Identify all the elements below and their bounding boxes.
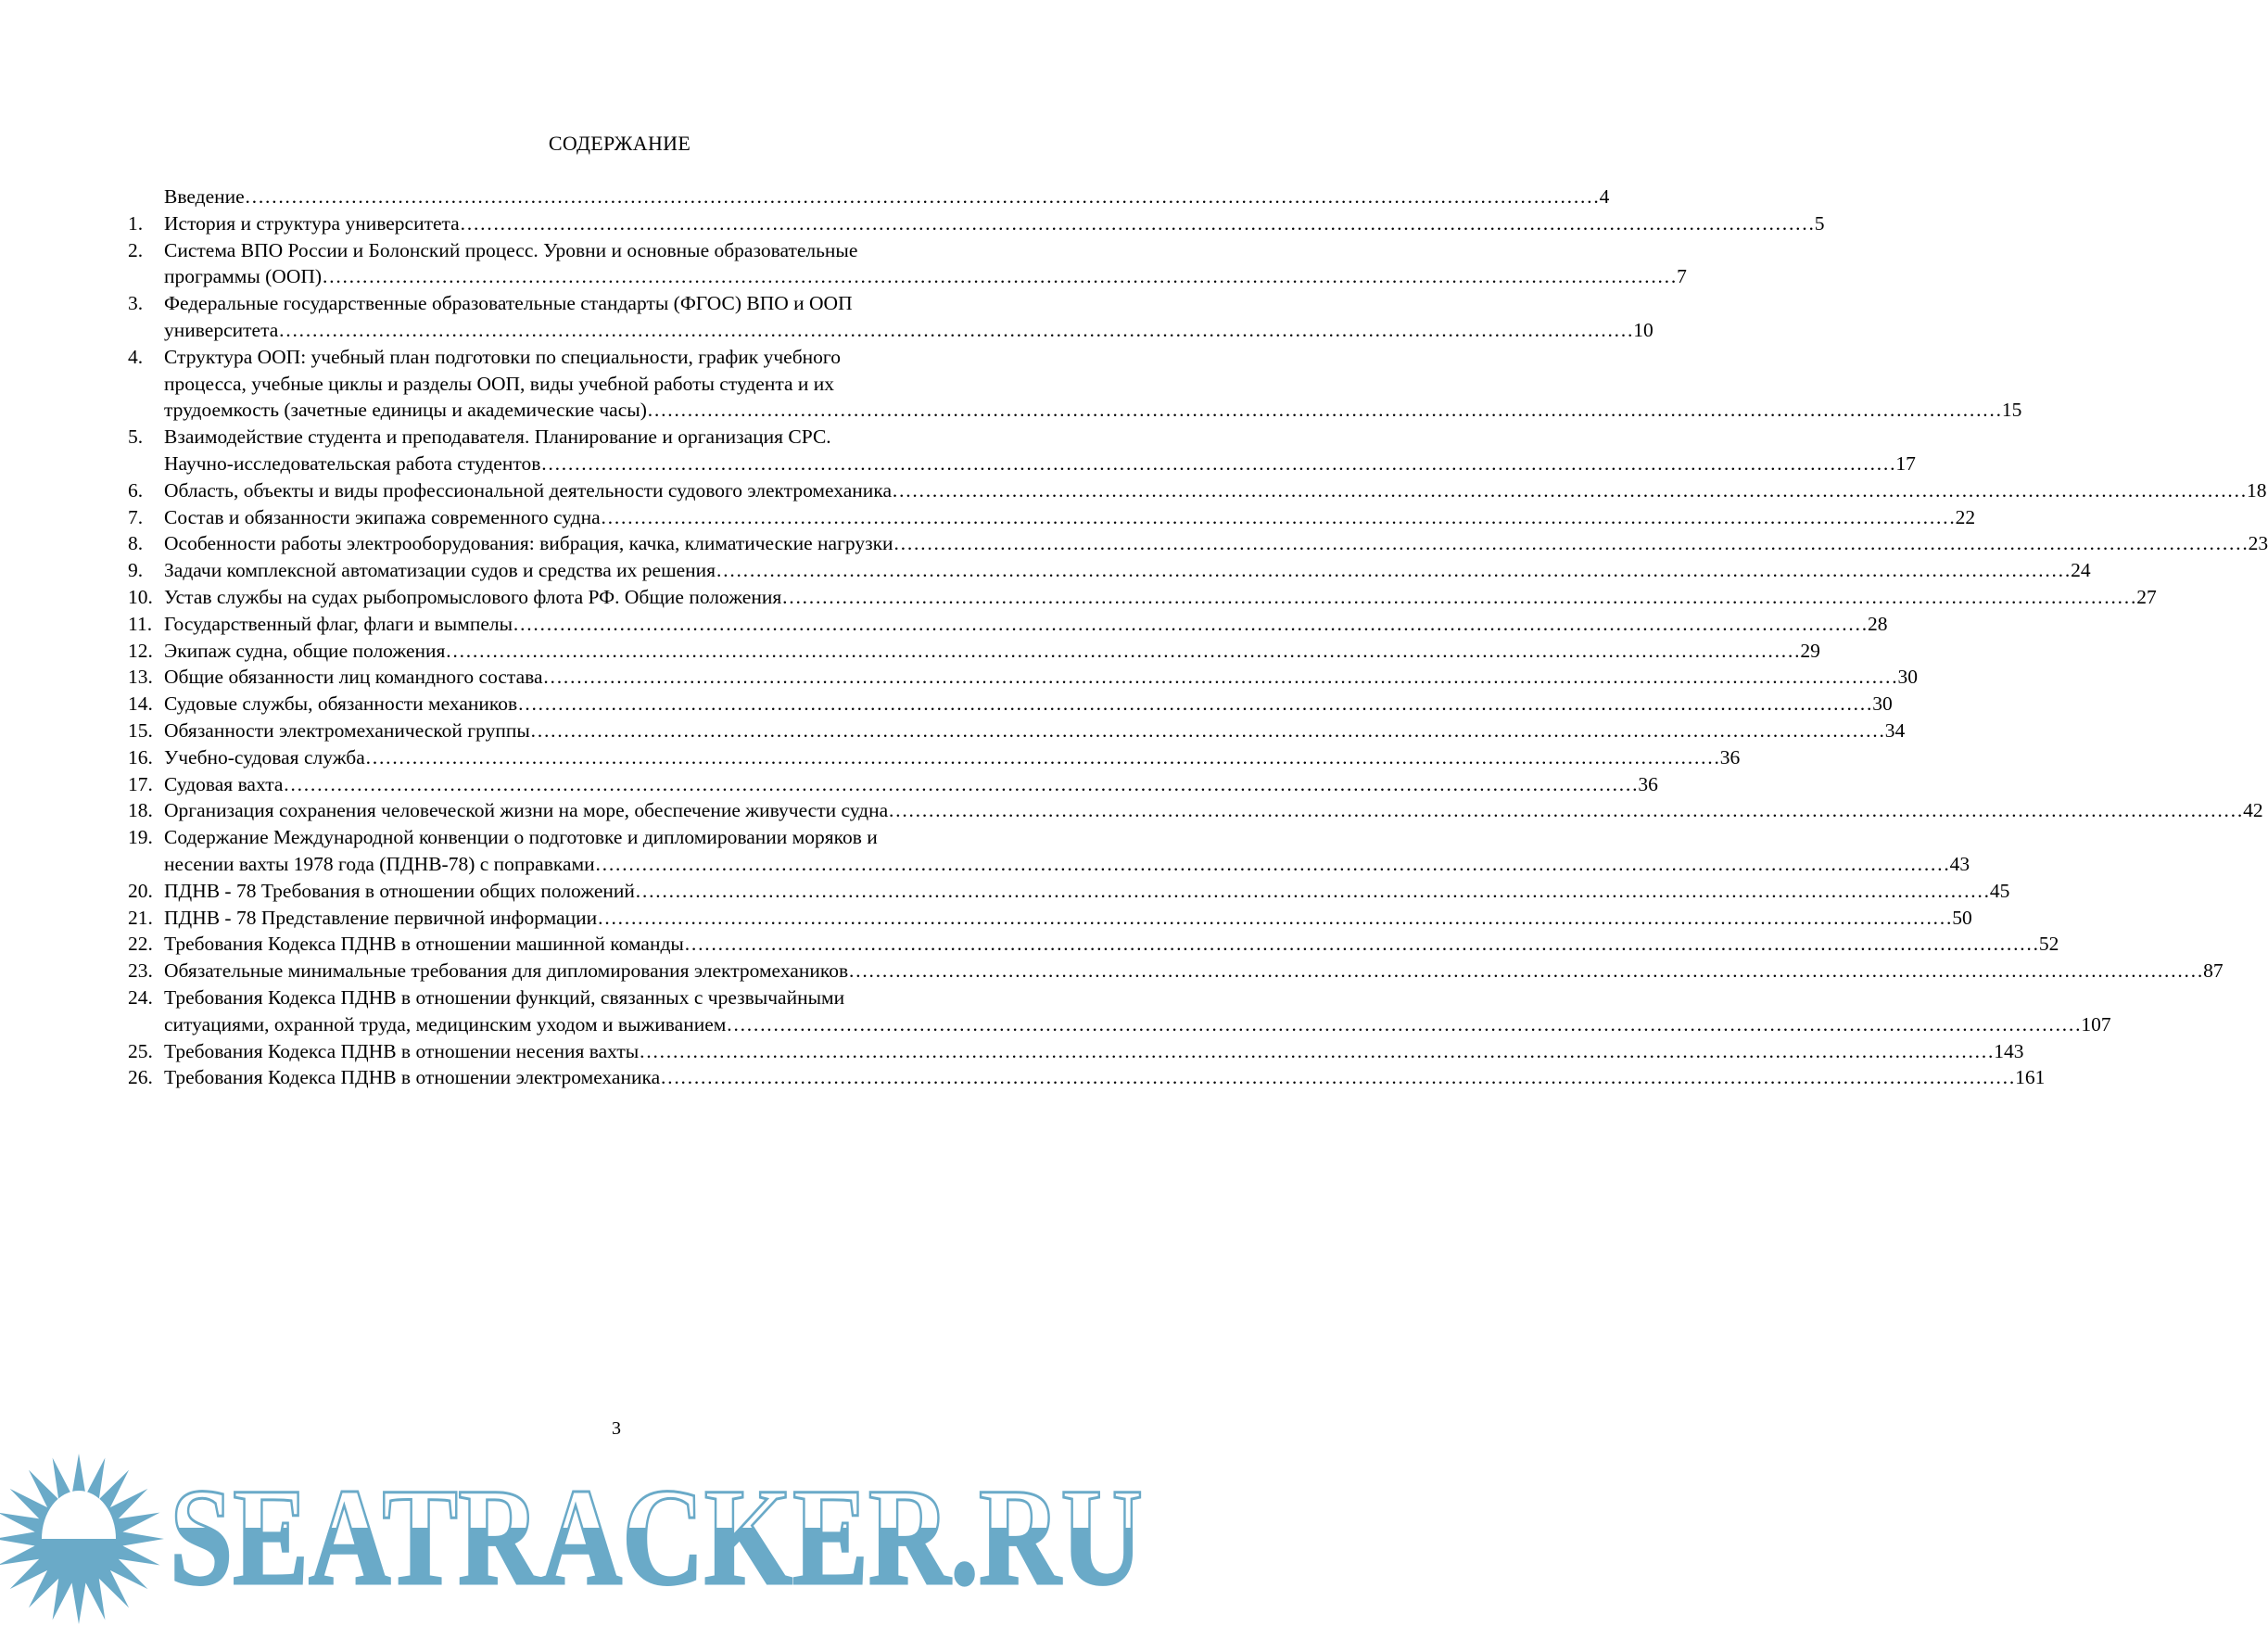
toc-entry[interactable] (128, 931, 2059, 958)
toc-entry-title: История и структура университета (164, 211, 460, 235)
dot-leader (893, 530, 2249, 557)
dot-leader (647, 397, 2002, 424)
toc-entry-page: 30 (1897, 666, 1919, 689)
toc-entry-number: 11. (128, 612, 153, 635)
toc-entry-number: 17. (128, 772, 153, 795)
toc-entry-title: Особенности работы электрооборудования: вибрация, качка, климатические нагрузки (164, 532, 893, 555)
dot-leader (278, 317, 1633, 344)
toc-entry-title: ПДНВ - 78 Представление первичной информации (164, 906, 598, 929)
toc-entry-title: Организация сохранения человеческой жизни на море, обеспечение живучести судна (164, 799, 889, 822)
toc-entry-title: Научно-исследовательская работа студентов (164, 451, 541, 475)
toc-entry-title: университета (164, 318, 279, 341)
toc-entry[interactable] (128, 905, 1972, 932)
toc-entry-page: 36 (1719, 745, 1741, 769)
dot-leader (892, 477, 2247, 504)
seatracker-watermark-logo (0, 1451, 1148, 1626)
toc-entry-page: 24 (2071, 559, 2091, 582)
dot-leader (245, 184, 1600, 210)
toc-entry-page: 27 (2136, 585, 2157, 608)
toc-entry-title: Государственный флаг, флаги и вымпелы (164, 612, 513, 635)
toc-entry-title: Общие обязанности лиц командного состава (164, 666, 543, 689)
toc-entry-number: 5. (128, 426, 144, 449)
dot-leader (540, 451, 1895, 477)
toc-entry-title: Требования Кодекса ПДНВ в отношении несения вахты (164, 1039, 640, 1062)
toc-entry-number: 12. (128, 639, 153, 662)
toc-entry[interactable] (128, 1064, 2046, 1091)
toc-entry-page: 107 (2081, 1012, 2111, 1035)
toc-entry-title: Состав и обязанности экипажа современного судна (164, 505, 601, 528)
toc-entry-number: 7. (128, 505, 144, 528)
dot-leader (322, 263, 1677, 290)
toc-entry-page: 161 (2015, 1066, 2046, 1089)
toc-entry-title: Экипаж судна, общие положения (164, 639, 446, 662)
toc-entry-page: 28 (1868, 612, 1888, 635)
sun-icon (0, 1454, 164, 1624)
toc-entry-page: 52 (2038, 933, 2059, 956)
dot-leader (597, 905, 1952, 932)
toc-entry-page: 4 (1599, 185, 1610, 208)
toc-entry[interactable] (128, 210, 1825, 237)
dot-leader (530, 718, 1885, 744)
toc-entry-page: 15 (2001, 399, 2022, 422)
toc-entry[interactable] (128, 477, 2267, 504)
toc-entry-title: ПДНВ - 78 Требования в отношении общих положений (164, 879, 635, 902)
dot-leader (460, 210, 1815, 237)
toc-entry-page: 10 (1633, 318, 1653, 341)
toc-entry-page: 34 (1884, 718, 1906, 742)
toc-entry-title: трудоемкость (зачетные единицы и академические часы) (164, 399, 647, 422)
dot-leader (635, 878, 1990, 905)
toc-entry[interactable] (128, 344, 2022, 424)
dot-leader (543, 664, 1898, 691)
dot-leader (781, 584, 2136, 611)
toc-entry-number: 4. (128, 345, 144, 368)
toc-entry-number (128, 184, 164, 210)
dot-leader (517, 691, 1872, 718)
toc-entry-page: 22 (1955, 505, 1976, 528)
toc-entry-title: Учебно-судовая служба (164, 745, 365, 769)
toc-entry-page: 23 (2248, 532, 2268, 555)
toc-entry-number: 2. (128, 238, 144, 261)
dot-leader (601, 504, 1956, 531)
toc-entry[interactable] (128, 797, 2263, 824)
toc-title: СОДЕРЖАНИЕ (548, 132, 691, 155)
toc-entry-title: Задачи комплексной автоматизации судов и средства их решения (164, 559, 716, 582)
toc-entry[interactable] (128, 691, 1893, 718)
toc-entry-title: Устав службы на судах рыбопромыслового флота РФ. Общие положения (164, 585, 782, 608)
toc-entry[interactable] (128, 557, 2091, 584)
toc-entry[interactable] (128, 504, 1976, 531)
toc-entry-number: 10. (128, 585, 153, 608)
toc-entry-page: 43 (1949, 852, 1970, 875)
toc-entry-number: 23. (128, 959, 153, 983)
toc-entry-title: Система ВПО России и Болонский процесс. Уровни и основные образовательные (164, 238, 858, 261)
toc-entry-number: 3. (128, 292, 144, 315)
watermark-text: SEATRACKER.RU (170, 1460, 1143, 1614)
toc-entry-title: Требования Кодекса ПДНВ в отношении машинной команды (164, 933, 684, 956)
toc-entry-page: 50 (1952, 906, 1972, 929)
toc-entry-number: 13. (128, 666, 153, 689)
toc-entry-title: Обязанности электромеханической группы (164, 718, 530, 742)
toc-entry-number: 15. (128, 718, 153, 742)
toc-entry-number: 19. (128, 826, 153, 849)
toc-entry[interactable] (128, 984, 2111, 1038)
toc-entry-title: Обязательные минимальные требования для дипломирования электромехаников (164, 959, 849, 983)
toc-entry-title: Структура ООП: учебный план подготовки по специальности, график учебного (164, 345, 841, 368)
toc-entry-title: программы (ООП) (164, 265, 323, 288)
toc-entry[interactable] (128, 611, 1888, 638)
toc-entry-number: 9. (128, 559, 144, 582)
toc-entry[interactable] (128, 584, 2157, 611)
toc-entry[interactable] (128, 237, 1687, 291)
dot-leader (684, 931, 2039, 958)
toc-entry-title: ситуациями, охранной труда, медицинским уходом и выживанием (164, 1012, 727, 1035)
dot-leader (726, 1011, 2081, 1038)
toc-entry[interactable] (128, 744, 1741, 771)
dot-leader (513, 611, 1868, 638)
toc-entry[interactable] (128, 184, 1610, 210)
toc-entry[interactable] (128, 664, 1919, 691)
page-number: 3 (612, 1418, 621, 1439)
toc-entry[interactable] (128, 424, 1916, 477)
toc-entry-title: процесса, учебные циклы и разделы ООП, виды учебной работы студента и их (164, 372, 835, 395)
toc-entry-title: несении вахты 1978 года (ПДНВ-78) с поправками (164, 852, 595, 875)
toc-entry-number: 18. (128, 799, 153, 822)
dot-leader (848, 958, 2203, 984)
toc-entry-number: 21. (128, 906, 153, 929)
toc-entry[interactable] (128, 638, 1820, 665)
toc-entry-page: 30 (1872, 692, 1893, 716)
toc-entry-number: 24. (128, 985, 153, 1009)
toc-entry-page: 36 (1638, 772, 1658, 795)
dot-leader (283, 771, 1638, 798)
toc-entry-title: Содержание Международной конвенции о подготовке и дипломировании моряков и (164, 826, 878, 849)
toc-entry-page: 87 (2203, 959, 2224, 983)
toc-entry-title: Введение (164, 185, 245, 208)
toc-entry[interactable] (128, 718, 1906, 744)
toc-entry-page: 7 (1677, 265, 1687, 288)
dot-leader (660, 1064, 2015, 1091)
toc-entry-title: Требования Кодекса ПДНВ в отношении электромеханика (164, 1066, 661, 1089)
toc-entry-number: 14. (128, 692, 153, 716)
toc-entry[interactable] (128, 530, 2268, 557)
dot-leader (595, 851, 1950, 878)
toc-entry-number: 6. (128, 478, 144, 502)
dot-leader (888, 797, 2243, 824)
toc-entry-number: 8. (128, 532, 144, 555)
toc-entry[interactable] (128, 958, 2224, 984)
toc-entry-title: Требования Кодекса ПДНВ в отношении функций, связанных с чрезвычайными (164, 985, 845, 1009)
toc-entry-title: Судовые службы, обязанности механиков (164, 692, 518, 716)
toc-entry[interactable] (128, 290, 1653, 344)
toc-entry-page: 5 (1814, 211, 1825, 235)
toc-entry-number: 20. (128, 879, 153, 902)
dot-leader (716, 557, 2071, 584)
toc-entry-page: 42 (2243, 799, 2263, 822)
toc-entry-page: 17 (1895, 451, 1916, 475)
toc-entry-number: 25. (128, 1039, 153, 1062)
toc-entry-page: 29 (1800, 639, 1820, 662)
toc-entry[interactable] (128, 824, 1970, 878)
toc-entry[interactable] (128, 771, 1658, 798)
toc-entry-title: Федеральные государственные образовательные стандарты (ФГОС) ВПО и ООП (164, 292, 853, 315)
dot-leader (639, 1038, 1994, 1065)
toc-entry-number: 16. (128, 745, 153, 769)
toc-entry-page: 143 (1994, 1039, 2024, 1062)
table-of-contents (128, 184, 2268, 1091)
dot-leader (445, 638, 1800, 665)
dot-leader (365, 744, 1720, 771)
toc-entry-number: 26. (128, 1066, 153, 1089)
toc-entry-number: 22. (128, 933, 153, 956)
toc-entry-number: 1. (128, 211, 144, 235)
toc-entry-page: 45 (1989, 879, 2010, 902)
toc-entry[interactable] (128, 878, 2010, 905)
toc-entry[interactable] (128, 1038, 2024, 1065)
toc-entry-title: Судовая вахта (164, 772, 284, 795)
toc-entry-title: Область, объекты и виды профессиональной деятельности судового электромеханика (164, 478, 892, 502)
toc-entry-page: 18 (2246, 478, 2267, 502)
toc-entry-title: Взаимодействие студента и преподавателя. Планирование и организация СРС. (164, 426, 831, 449)
